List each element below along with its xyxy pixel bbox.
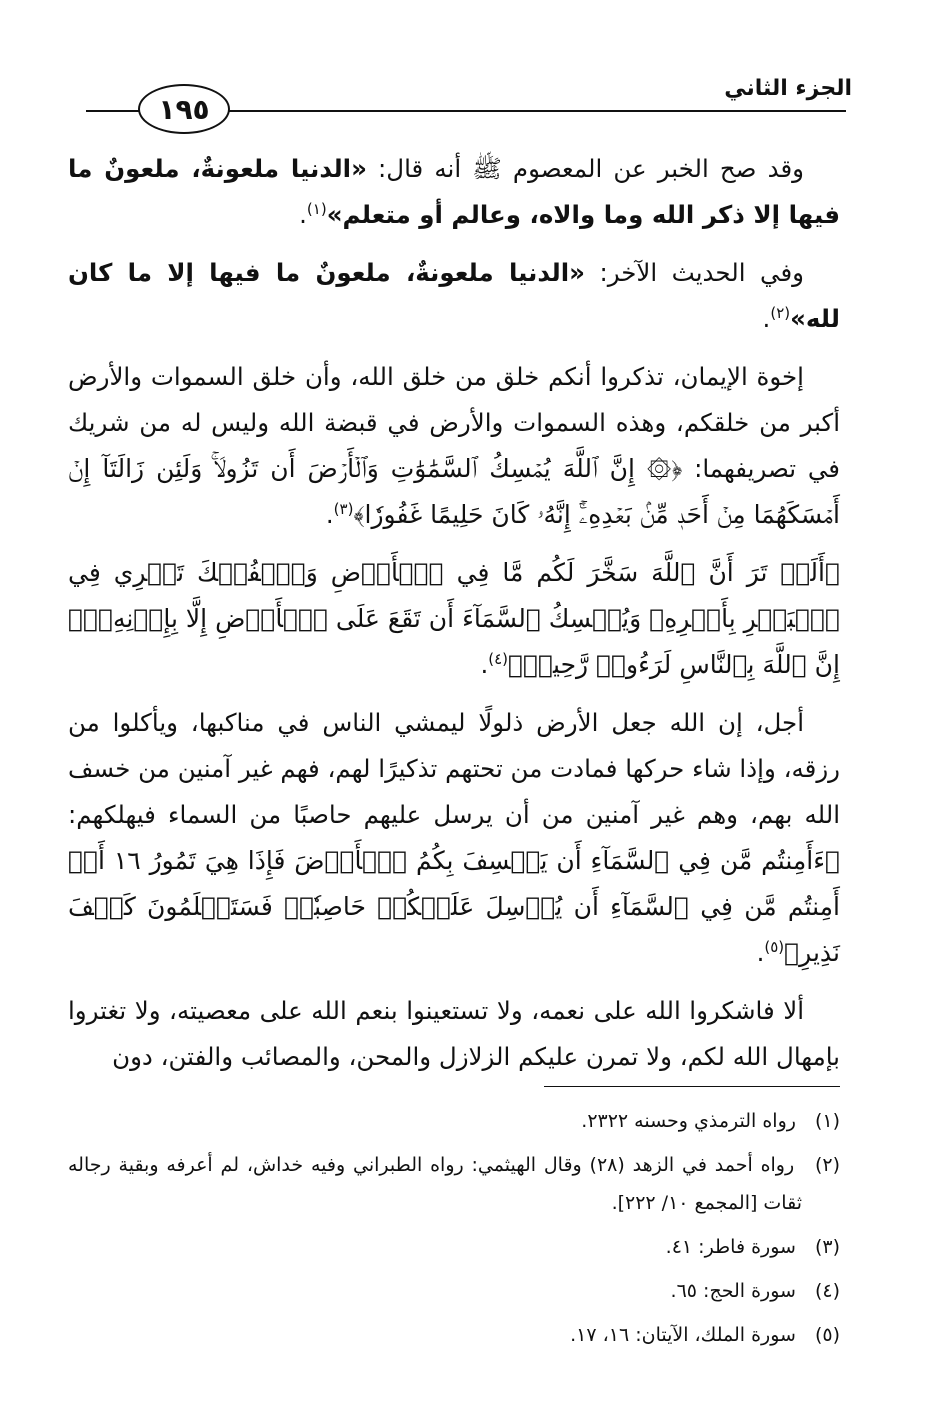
footnote-number: (٤): [814, 1280, 840, 1302]
footnote-number: (١): [814, 1110, 840, 1132]
quran-verse: ﴿۞ إِنَّ ٱللَّهَ يُمۡسِكُ ٱلسَّمَٰوَٰتِ وَٱلۡأَرۡضَ أَن تَزُولَاۚ وَلَئِن زَالَتَآ إِنۡ أَمۡسَكَهُمَا مِنۡ أَحَدٖ مِّنۢ بَعۡدِهِۦٓۚ إِنَّهُۥ كَانَ حَلِيمًا غَفُورٗا﴾: [68, 454, 840, 529]
main-text: [68, 146, 840, 1092]
footnotes: [68, 1102, 840, 1360]
footnote-text: سورة الحج: ٦٥.: [670, 1280, 796, 1302]
footnote-separator: [544, 1086, 840, 1087]
hadith-quote: «الدنيا ملعونةٌ، ملعونٌ ما فيها إلا ما كان لله»: [68, 258, 840, 333]
paragraph-text: وفي الحديث الآخر:: [584, 258, 804, 287]
sentence-end: .: [480, 650, 489, 679]
quran-verse: ﴿ءَأَمِنتُم مَّن فِي ٱلسَّمَآءِ أَن يَخۡسِفَ بِكُمُ ٱلۡأَرۡضَ فَإِذَا هِيَ تَمُورُ ١٦ أَمۡ أَمِنتُم مَّن فِي ٱلسَّمَآءِ أَن يُرۡسِلَ عَلَيۡكُمۡ حَاصِبٗاۖ فَسَتَعۡلَمُونَ كَيۡفَ نَذِيرِ﴾: [68, 846, 840, 967]
footnote-ref: (٢): [770, 303, 791, 322]
footnote-text: رواه أحمد في الزهد (٢٨) وقال الهيثمي: رواه الطبراني وفيه خداش، لم أعرفه وبقية رجاله ثقات [المجمع ١٠/ ٢٢٢].: [68, 1154, 802, 1214]
footnote-number: (٣): [814, 1236, 840, 1258]
sentence-end: .: [299, 200, 307, 229]
footnote-text: سورة الملك، الآيتان: ١٦، ١٧.: [570, 1324, 796, 1346]
paragraph-text: أجل، إن الله جعل الأرض ذلولًا ليمشي الناس في مناكبها، ويأكلوا من رزقه، وإذا شاء حركها فمادت من تحتهم تذكيرًا لهم، فهم غير آمنين من خسف الله بهم، وهم غير آمنين من أن يرسل عليهم حاصبًا من السماء فيهلكهم:: [68, 708, 840, 829]
running-header-title: الجزء الثاني: [724, 76, 852, 101]
paragraph-text: ألا فاشكروا الله على نعمه، ولا تستعينوا بنعم الله على معصيته، ولا تغتروا بإمهال الله لكم، ولا تمرن عليكم الزلازل والمحن، والمصائب والفتن، دون: [68, 996, 840, 1071]
footnote-ref: (٣): [333, 499, 354, 518]
paragraph-gratitude: [68, 988, 840, 1080]
paragraph-verse-hajj: [68, 550, 840, 688]
footnote-ref: (١): [306, 199, 327, 218]
paragraph-hadith-2: [68, 250, 840, 342]
sentence-end: .: [325, 500, 334, 529]
footnote: [68, 1228, 840, 1266]
footnote-text: رواه الترمذي وحسنه ٢٣٢٢.: [581, 1110, 796, 1132]
paragraph-heavens: [68, 354, 840, 538]
hadith-quote: «الدنيا ملعونةٌ، ملعونٌ ما فيها إلا ذكر الله وما والاه، وعالم أو متعلم»: [68, 154, 840, 229]
sentence-end: .: [756, 938, 765, 967]
footnote-ref: (٤): [488, 649, 509, 668]
footnote-number: (٢): [814, 1154, 840, 1176]
paragraph-text: وقد صح الخبر عن المعصوم ﷺ أنه قال:: [366, 154, 804, 183]
footnote: [68, 1146, 840, 1222]
paragraph-hadith-1: [68, 146, 840, 238]
sentence-end: .: [762, 304, 771, 333]
footnote: [68, 1316, 840, 1354]
footnote-number: (٥): [814, 1324, 840, 1346]
footnote: [68, 1102, 840, 1140]
paragraph-earth: [68, 700, 840, 976]
paragraph-text: إخوة الإيمان، تذكروا أنكم خلق من خلق الله، وأن خلق السموات والأرض أكبر من خلقكم، وهذه السموات والأرض في قبضة الله وليس له من شريك في تصريفهما:: [68, 362, 840, 483]
page-number-badge: ١٩٥: [138, 84, 230, 134]
footnote-text: سورة فاطر: ٤١.: [665, 1236, 796, 1258]
footnote: [68, 1272, 840, 1310]
footnote-ref: (٥): [764, 937, 785, 956]
quran-verse: ﴿أَلَمۡ تَرَ أَنَّ ٱللَّهَ سَخَّرَ لَكُم مَّا فِي ٱلۡأَرۡضِ وَٱلۡفُلۡكَ تَجۡرِي فِي ٱلۡبَحۡرِ بِأَمۡرِهِۦ وَيُمۡسِكُ ٱلسَّمَآءَ أَن تَقَعَ عَلَى ٱلۡأَرۡضِ إِلَّا بِإِذۡنِهِۦٓۚ إِنَّ ٱللَّهَ بِٱلنَّاسِ لَرَءُوفٞ رَّحِيمٞ﴾: [68, 558, 840, 679]
